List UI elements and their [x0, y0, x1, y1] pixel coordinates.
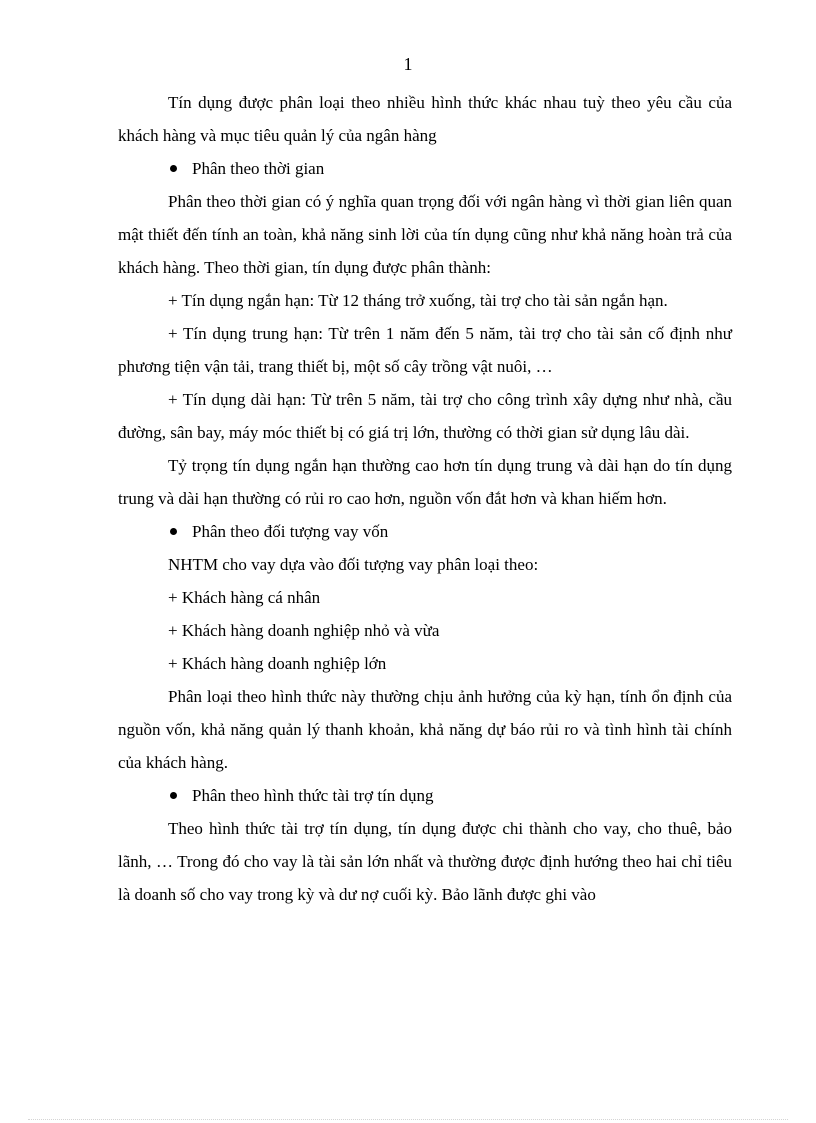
list-item-large: + Khách hàng doanh nghiệp lớn [168, 654, 387, 673]
bullet-dot-icon [170, 792, 177, 799]
bullet-label: Phân theo đối tượng vay vốn [192, 522, 389, 541]
paragraph-long-term: + Tín dụng dài hạn: Từ trên 5 năm, tài trợ cho công trình xây dựng như nhà, cầu đường, sân bay, máy móc thiết bị có giá trị lớn, thường có thời gian sử dụng lâu dài. [118, 390, 732, 442]
bullet-by-borrower [118, 515, 732, 548]
document-body [118, 86, 732, 911]
bullet-dot-icon [170, 165, 177, 172]
paragraph-borrower-intro: NHTM cho vay dựa vào đối tượng vay phân loại theo: [168, 555, 539, 574]
bullet-label: Phân theo hình thức tài trợ tín dụng [192, 786, 434, 805]
paragraph-intro: Tín dụng được phân loại theo nhiều hình thức khác nhau tuỳ theo yêu cầu của khách hàng và mục tiêu quản lý của ngân hàng [118, 93, 732, 145]
bullet-by-time [118, 152, 732, 185]
page-bottom-divider [28, 1119, 788, 1120]
bullet-label: Phân theo thời gian [192, 159, 325, 178]
list-item-sme: + Khách hàng doanh nghiệp nhỏ và vừa [168, 621, 440, 640]
paragraph-ratio: Tỷ trọng tín dụng ngắn hạn thường cao hơn tín dụng trung và dài hạn do tín dụng trung và dài hạn thường có rủi ro cao hơn, nguồn vốn đắt hơn và khan hiếm hơn. [118, 456, 732, 508]
bullet-dot-icon [170, 528, 177, 535]
paragraph-medium-term: + Tín dụng trung hạn: Từ trên 1 năm đến 5 năm, tài trợ cho tài sản cố định như phương tiện vận tải, trang thiết bị, một số cây trồng vật nuôi, … [118, 324, 732, 376]
bullet-by-funding [118, 779, 732, 812]
list-item-individual: + Khách hàng cá nhân [168, 588, 321, 607]
paragraph-funding-description: Theo hình thức tài trợ tín dụng, tín dụng được chi thành cho vay, cho thuê, bảo lãnh, … Trong đó cho vay là tài sản lớn nhất và thường được định hướng theo hai chỉ tiêu là doanh số cho vay trong kỳ và dư nợ cuối kỳ. Bảo lãnh được ghi vào [118, 819, 732, 904]
paragraph-borrower-effect: Phân loại theo hình thức này thường chịu ảnh hưởng của kỳ hạn, tính ổn định của nguồn vốn, khả năng quản lý thanh khoản, khả năng dự báo rủi ro và tình hình tài chính của khách hàng. [118, 687, 732, 772]
paragraph-short-term: + Tín dụng ngắn hạn: Từ 12 tháng trở xuống, tài trợ cho tài sản ngắn hạn. [168, 291, 668, 310]
page-number: 1 [403, 54, 413, 74]
paragraph-time-description: Phân theo thời gian có ý nghĩa quan trọng đối với ngân hàng vì thời gian liên quan mật thiết đến tính an toàn, khả năng sinh lời của tín dụng cũng như khả năng hoàn trả của khách hàng. Theo thời gian, tín dụng được phân thành: [118, 192, 732, 277]
